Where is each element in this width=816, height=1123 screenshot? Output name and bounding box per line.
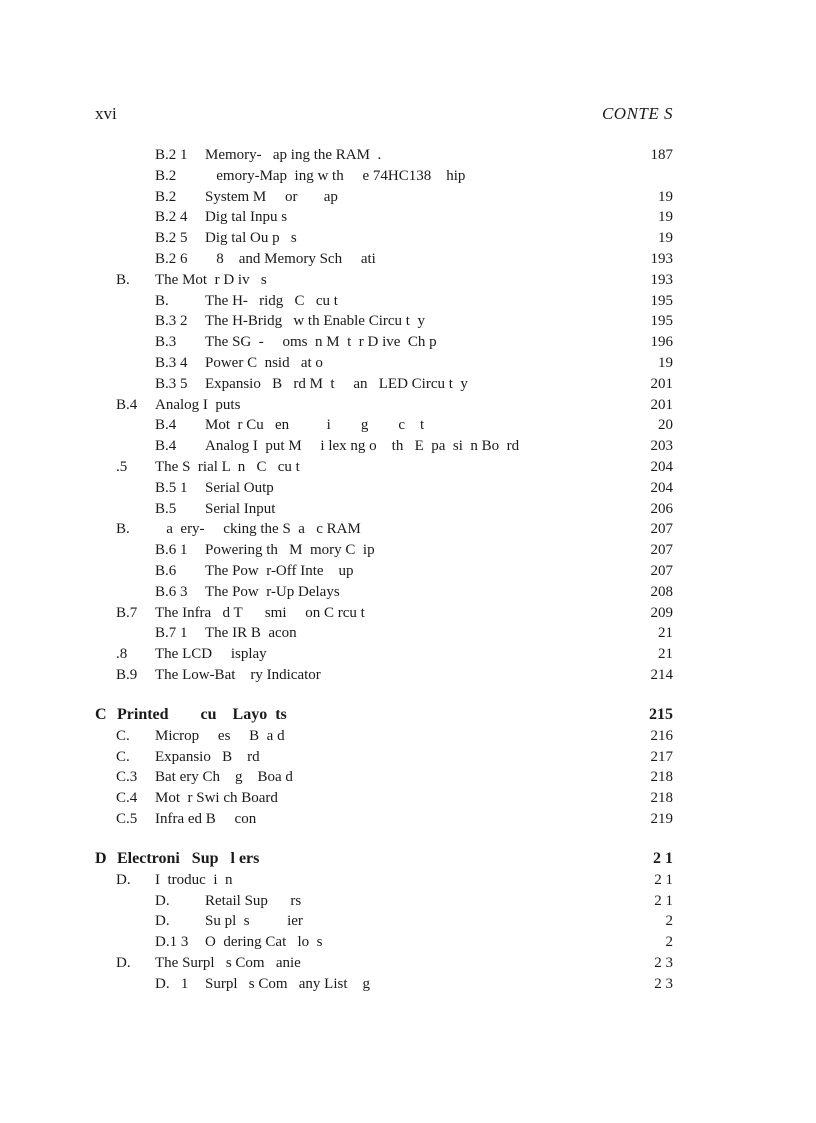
entry-number: B.4 — [155, 417, 177, 434]
page-number: xvi — [95, 104, 117, 123]
toc-subsection-entry[interactable] — [95, 166, 673, 187]
entry-page-number: 206 — [650, 500, 673, 517]
entry-number: C.5 — [116, 810, 138, 827]
entry-page-number: 2 1 — [654, 892, 673, 909]
toc-subsection-entry[interactable] — [95, 332, 673, 353]
entry-title: The Mot r D iv s — [155, 271, 267, 288]
section-gap — [95, 830, 673, 848]
entry-number: C.4 — [116, 790, 138, 807]
entry-number: B.6 3 — [155, 583, 188, 600]
entry-title: The S rial L n C cu t — [155, 458, 300, 475]
entry-page-number: 19 — [658, 230, 673, 247]
entry-number: B.2 6 — [155, 250, 188, 267]
toc-subsection-entry[interactable] — [95, 932, 673, 953]
entry-title: Expansio B rd — [155, 748, 260, 765]
entry-page-number: 218 — [650, 790, 673, 807]
entry-title: Dig tal Ou p s — [205, 230, 297, 247]
entry-number: B.5 — [155, 500, 177, 517]
entry-number: B. — [155, 292, 169, 309]
entry-title: Microp es B a d — [155, 727, 285, 744]
entry-number: B.3 — [155, 334, 177, 351]
toc-subsection-entry[interactable] — [95, 353, 673, 374]
entry-number: B.2 5 — [155, 230, 188, 247]
table-of-contents — [95, 145, 673, 994]
entry-page-number: 2 — [665, 934, 673, 951]
entry-title: Electroni Sup l ers — [117, 849, 260, 867]
entry-number: D.1 3 — [155, 934, 189, 951]
toc-subsection-entry[interactable] — [95, 291, 673, 312]
entry-number: B.2 — [155, 167, 177, 184]
entry-page-number: 19 — [658, 188, 673, 205]
toc-subsection-entry[interactable] — [95, 311, 673, 332]
entry-number: B. — [116, 521, 130, 538]
toc-subsection-entry[interactable] — [95, 249, 673, 270]
entry-number: B.2 1 — [155, 147, 188, 163]
toc-section-entry[interactable] — [95, 270, 673, 291]
toc-subsection-entry[interactable] — [95, 228, 673, 249]
toc-subsection-entry[interactable] — [95, 145, 673, 166]
entry-title: Printed cu Layo ts — [117, 705, 287, 723]
entry-title: Analog I puts — [155, 396, 241, 413]
toc-section-entry[interactable] — [95, 809, 673, 830]
entry-number: C. — [116, 748, 130, 765]
entry-number: C.3 — [116, 769, 138, 786]
entry-page-number: 204 — [650, 458, 673, 475]
entry-page-number: 2 1 — [654, 871, 673, 888]
entry-title: Bat ery Ch g Boa d — [155, 769, 293, 786]
entry-number: B.3 2 — [155, 313, 188, 330]
entry-title: Powering th M mory C ip — [205, 542, 375, 559]
toc-section-entry[interactable] — [95, 953, 673, 974]
entry-number: B.2 4 — [155, 209, 188, 226]
toc-chapter-entry[interactable] — [95, 704, 673, 726]
entry-number: B.5 1 — [155, 479, 188, 496]
entry-title: Expansio B rd M t an LED Circu t y — [205, 375, 468, 392]
toc-section-entry[interactable] — [95, 747, 673, 768]
entry-title: I troduc i n — [155, 871, 233, 888]
entry-title: The H-Bridg w th Enable Circu t y — [205, 313, 425, 330]
entry-title: Power C nsid at o — [205, 354, 323, 371]
entry-title: Su pl s ier — [205, 913, 303, 930]
entry-title: Infra ed B con — [155, 810, 257, 827]
entry-number: B.7 1 — [155, 625, 188, 642]
entry-title: The Low-Bat ry Indicator — [155, 666, 321, 683]
toc-section-entry[interactable] — [95, 665, 673, 686]
entry-number: B.6 — [155, 562, 177, 579]
entry-page-number: 203 — [650, 438, 673, 455]
entry-title: The Infra d T smi on C rcu t — [155, 604, 365, 621]
entry-number: C. — [116, 727, 130, 744]
toc-subsection-entry[interactable] — [95, 187, 673, 208]
entry-title: The LCD isplay — [155, 646, 267, 663]
entry-title: Retail Sup rs — [205, 892, 302, 909]
entry-title: The Pow r-Off Inte up — [205, 562, 354, 579]
toc-subsection-entry[interactable] — [95, 499, 673, 520]
entry-title: The Surpl s Com anie — [155, 954, 301, 971]
entry-title: a ery- cking the S a c RAM — [155, 521, 361, 538]
entry-number: B.3 5 — [155, 375, 188, 392]
entry-title: Dig tal Inpu s — [205, 209, 288, 226]
entry-page-number: 215 — [649, 705, 673, 723]
entry-number: D. 1 — [155, 975, 189, 992]
entry-number: D. — [155, 913, 170, 930]
entry-page-number: 21 — [658, 646, 673, 663]
entry-number: .5 — [116, 458, 128, 475]
entry-number: D — [95, 849, 107, 867]
entry-page-number: 2 3 — [654, 954, 673, 971]
entry-number: C — [95, 705, 107, 723]
toc-subsection-entry[interactable] — [95, 374, 673, 395]
entry-title: The H- ridg C cu t — [205, 292, 338, 309]
toc-section-entry[interactable] — [95, 726, 673, 747]
entry-page-number: 214 — [650, 666, 673, 683]
toc-subsection-entry[interactable] — [95, 891, 673, 912]
entry-page-number: 196 — [650, 334, 673, 351]
toc-section-entry[interactable] — [95, 603, 673, 624]
entry-page-number: 207 — [650, 542, 673, 559]
entry-number: D. — [116, 954, 131, 971]
toc-section-entry[interactable] — [95, 870, 673, 891]
entry-page-number: 19 — [658, 354, 673, 371]
entry-page-number: 201 — [650, 396, 673, 413]
entry-page-number: 21 — [658, 625, 673, 642]
entry-title: O dering Cat lo s — [205, 934, 323, 951]
entry-title: Memory- ap ing the RAM . — [205, 147, 382, 163]
toc-section-entry[interactable] — [95, 788, 673, 809]
toc-subsection-entry[interactable] — [95, 582, 673, 603]
entry-page-number: 187 — [650, 147, 673, 163]
entry-title: The Pow r-Up Delays — [205, 583, 340, 600]
toc-subsection-entry[interactable] — [95, 561, 673, 582]
entry-page-number: 20 — [658, 417, 673, 434]
entry-title: Serial Input — [205, 500, 276, 517]
entry-title: The IR B acon — [205, 625, 297, 642]
entry-number: B.4 — [155, 438, 177, 455]
toc-section-entry[interactable] — [95, 519, 673, 540]
entry-page-number: 207 — [650, 562, 673, 579]
entry-page-number: 207 — [650, 521, 673, 538]
entry-number: D. — [116, 871, 131, 888]
toc-subsection-entry[interactable] — [95, 478, 673, 499]
toc-section-entry[interactable] — [95, 767, 673, 788]
entry-title: System M or ap — [205, 188, 338, 205]
entry-number: B.4 — [116, 396, 138, 413]
entry-number: B.6 1 — [155, 542, 188, 559]
entry-number: B.7 — [116, 604, 138, 621]
entry-page-number: 217 — [650, 748, 673, 765]
entry-title: emory-Map ing w th e 74HC138 hip — [205, 167, 466, 184]
entry-page-number: 218 — [650, 769, 673, 786]
toc-section-entry[interactable] — [95, 457, 673, 478]
toc-subsection-entry[interactable] — [95, 207, 673, 228]
entry-page-number: 195 — [650, 313, 673, 330]
entry-number: B.2 — [155, 188, 177, 205]
entry-title: Mot r Cu en i g c t — [205, 417, 425, 434]
entry-page-number: 204 — [650, 479, 673, 496]
toc-section-entry[interactable] — [95, 395, 673, 416]
entry-number: .8 — [116, 646, 128, 663]
toc-subsection-entry[interactable] — [95, 623, 673, 644]
toc-subsection-entry[interactable] — [95, 540, 673, 561]
section-gap — [95, 686, 673, 704]
entry-page-number: 19 — [658, 209, 673, 226]
entry-title: Analog I put M i lex ng o th E pa si n Bo rd — [205, 438, 520, 455]
running-title: CONTE S — [601, 104, 673, 123]
entry-page-number: 193 — [650, 250, 673, 267]
toc-section-entry[interactable] — [95, 644, 673, 665]
entry-page-number: 201 — [650, 375, 673, 392]
entry-title: The SG - oms n M t r D ive Ch p — [205, 334, 437, 351]
entry-page-number: 209 — [650, 604, 673, 621]
entry-title: Surpl s Com any List g — [205, 975, 371, 992]
entry-number: D. — [155, 892, 170, 909]
entry-page-number: 208 — [650, 583, 673, 600]
toc-subsection-entry[interactable] — [95, 436, 673, 457]
entry-page-number: 195 — [650, 292, 673, 309]
entry-title: 8 and Memory Sch ati — [205, 250, 376, 267]
toc-chapter-entry[interactable] — [95, 848, 673, 870]
entry-page-number: 193 — [650, 271, 673, 288]
entry-number: B.9 — [116, 666, 138, 683]
entry-page-number: 219 — [650, 810, 673, 827]
entry-page-number: 2 3 — [654, 975, 673, 992]
toc-subsection-entry[interactable] — [95, 974, 673, 995]
entry-page-number: 2 — [665, 913, 673, 930]
entry-page-number: 216 — [650, 727, 673, 744]
toc-subsection-entry[interactable] — [95, 911, 673, 932]
entry-number: B. — [116, 271, 130, 288]
entry-number: B.3 4 — [155, 354, 188, 371]
toc-subsection-entry[interactable] — [95, 415, 673, 436]
running-header — [95, 104, 673, 126]
entry-title: Serial Outp — [205, 479, 274, 496]
entry-page-number: 2 1 — [653, 849, 673, 867]
entry-title: Mot r Swi ch Board — [155, 790, 278, 807]
